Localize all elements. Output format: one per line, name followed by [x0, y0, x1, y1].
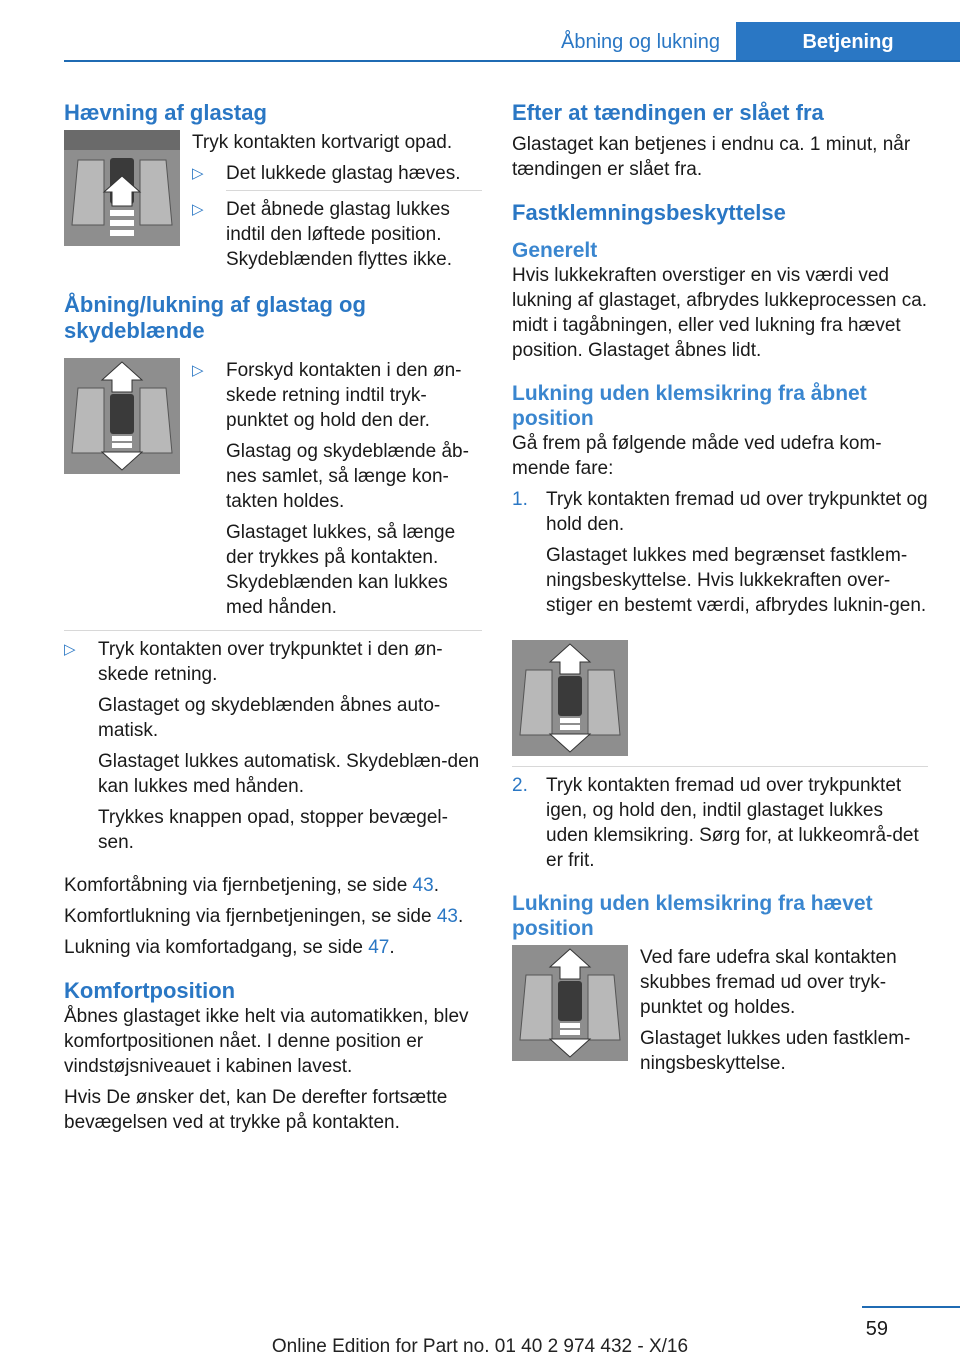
switch-slide-illustration: [64, 358, 180, 474]
bullet-triangle-icon: ▷: [64, 641, 76, 658]
comfort-position-text: Åbnes glastaget ikke helt via automatikken, blev komfortpositionen nået. I denne position er vindstøjsniveauet i kabinen lavest.: [64, 1006, 469, 1077]
raised-text: Ved fare udefra skal kontakten skubbes fremad ud over tryk-punktet og holdes.: [640, 947, 897, 1018]
heading-general: Generelt: [512, 239, 598, 262]
list-item: ▷ Det lukkede glastag hæves.: [192, 163, 461, 184]
left-column: [64, 100, 482, 1141]
comfort-open-ref: Komfortåbning via fjernbetjening, se side 43.: [64, 875, 439, 896]
bullet-triangle-icon: ▷: [192, 362, 204, 379]
heading-close-from-raised: Lukning uden klemsikring fra hævet position: [512, 892, 873, 940]
footer-rule: [862, 1306, 960, 1308]
bullet-triangle-icon: ▷: [192, 201, 204, 218]
heading-pinch-protection: Fastklemningsbeskyttelse: [512, 200, 786, 225]
raised-text: Glastaget lukkes uden fastklem-ningsbeskyttelse.: [640, 1028, 911, 1074]
comfort-access-ref: Lukning via komfortadgang, se side 47.: [64, 937, 395, 958]
divider: [64, 630, 482, 631]
divider: [512, 766, 928, 767]
header-rule: [64, 60, 960, 62]
comfort-position-text: Hvis De ønsker det, kan De derefter fortsætte bevægelsen ved at trykke på kontakten.: [64, 1087, 448, 1133]
footer-text: Online Edition for Part no. 01 40 2 974 432 - X/16: [271, 1336, 689, 1357]
raise-intro: Tryk kontakten kortvarigt opad.: [192, 132, 453, 153]
page-link[interactable]: 43: [412, 875, 434, 896]
bullet-triangle-icon: ▷: [192, 165, 204, 182]
general-text: Hvis lukkekraften overstiger en vis værdi ved lukning af glastaget, afbrydes lukkeprocessen ca. midt i tagåbningen, eller ved lukning fra hævet position. Glastaget åbnes lidt.: [512, 265, 928, 361]
page-link[interactable]: 47: [368, 937, 390, 958]
switch-close-illustration: [512, 640, 628, 756]
heading-raise-glass-roof: Hævning af glastag: [64, 100, 267, 125]
list-item: ▷ Forskyd kontakten i den øn-skede retning indtil tryk-punktet og hold den der. Glastag og skydeblænde åb-nes samlet, så længe kon-takten holdes. Glastaget lukkes, så længe der trykkes på kontakten. Skydeblænden kan lukkes med hånden.: [192, 358, 482, 626]
divider: [226, 190, 482, 191]
list-item: 1. Tryk kontakten fremad ud over trykpunktet og hold den. Glastaget lukkes med begrænset fastklem-ningsbeskyttelse. Hvis lukkekraften over-stiger en bestemt værdi, afbrydes luknin-gen.: [512, 489, 928, 616]
header-chapter: Åbning og lukning: [560, 31, 720, 53]
right-column: [512, 100, 928, 1082]
ignition-text: Glastaget kan betjenes i endnu ca. 1 minut, når tændingen er slået fra.: [512, 134, 911, 180]
list-item: 2. Tryk kontakten fremad ud over trykpunktet igen, og hold den, indtil glastaget lukkes uden klemsikring. Sørg for, at lukkeområ-det er frit.: [512, 775, 919, 871]
list-item: ▷ Det åbnede glastag lukkes indtil den løftede position. Skydeblænden flyttes ikke.: [192, 199, 453, 270]
page-link[interactable]: 43: [436, 906, 458, 927]
heading-open-close: Åbning/lukning af glastag og skydeblænde: [64, 292, 366, 343]
list-item: ▷ Tryk kontakten over trykpunktet i den øn-skede retning. Glastaget og skydeblænden åbnes auto-matisk. Glastaget lukkes automatisk. Skydeblæn-den kan lukkes med hånden. Trykkes knappen opad, stopper bevægel-sen.: [64, 637, 482, 861]
heading-comfort-position: Komfortposition: [64, 978, 236, 1003]
switch-close-raised-illustration: [512, 945, 628, 1061]
comfort-close-ref: Komfortlukning via fjernbetjeningen, se side 43.: [64, 906, 464, 927]
heading-after-ignition: Efter at tændingen er slået fra: [512, 100, 824, 125]
page-number: 59: [865, 1318, 888, 1340]
switch-raise-illustration: [64, 130, 180, 246]
header-section-tab: Betjening: [736, 22, 960, 60]
heading-close-from-open: Lukning uden klemsikring fra åbnet position: [512, 382, 867, 430]
open-pos-intro: Gå frem på følgende måde ved udefra kom-mende fare:: [512, 433, 882, 479]
